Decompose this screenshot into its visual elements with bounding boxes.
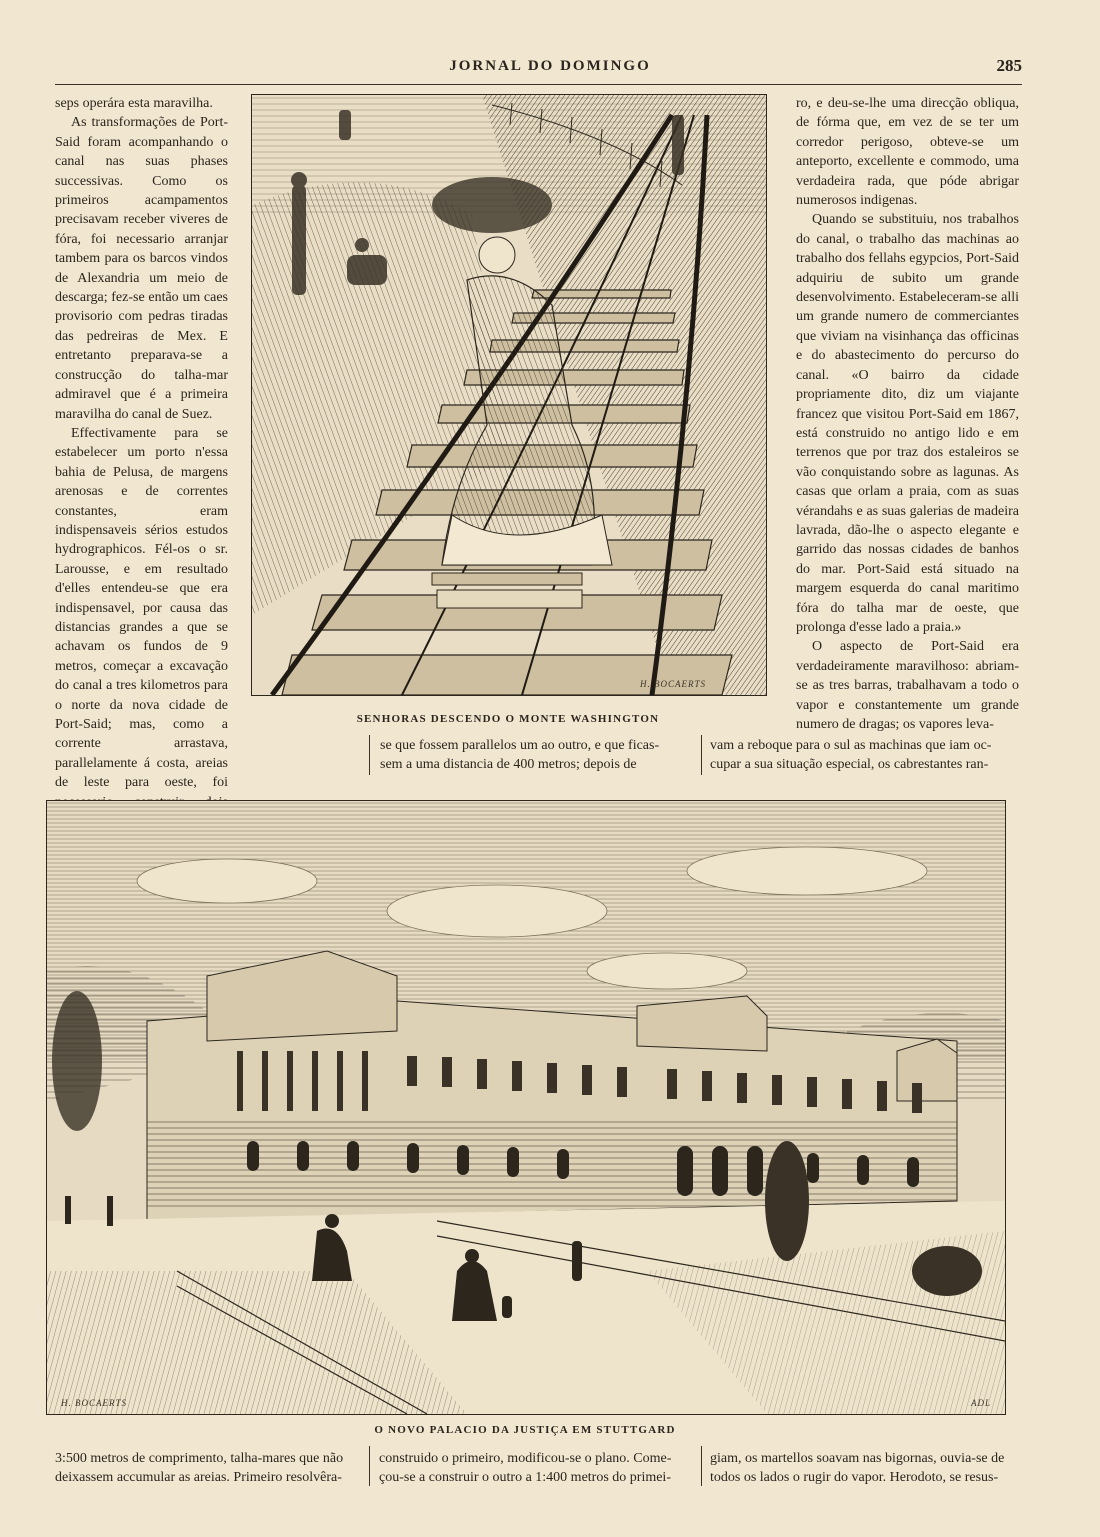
paragraph: seps operára esta maravilha. [55,96,213,111]
paragraph: O aspecto de Port-Said era verdadeiramente maravilhoso: abriam-se as tres barras, trabalhavam a todo o vapor e constantemente um grande numero de dragas; os vapores leva- [796,639,1019,732]
column-rule [369,1446,370,1486]
engraver-signature: H. BOCAERTS [61,1398,127,1408]
text-line: todos os lados o rugir do vapor. Herodoto, se resus- [710,1470,999,1486]
bottom-center-text [379,1449,693,1488]
text-line: construido o primeiro, modificou-se o plano. Come- [379,1451,672,1466]
mid-center-text [380,736,693,775]
text-line: se que fossem parallelos um ao outro, e que ficas- [380,738,660,753]
journal-title: JORNAL DO DOMINGO [449,58,651,74]
palace-illustration [47,801,1005,1414]
paragraph: As transformações de Port-Said foram acompanhando o canal nas suas phases successivas. Como os primeiros acampamentos precisavam receber viveres de fóra, foi necessario arranjar tambem para os barcos vindos de Alexandria um meio de descarga; fez-se então um caes provisorio com pedras tiradas das pedreiras de Mex. E entretanto preparava-se a construcção do talha-mar admiravel que é a primeira maravilha do canal de Suez. [55,115,228,422]
top-left-column [55,94,228,831]
text-line: sem a uma distancia de 400 metros; depois de [380,757,637,773]
engraving-palace-of-justice [46,800,1006,1415]
header-rule [55,84,1022,85]
engraver-signature: H. BOCAERTS [640,679,706,689]
engraving-mount-washington [251,94,767,696]
text-line: 3:500 metros de comprimento, talha-mares que não [55,1451,344,1466]
page-number: 285 [996,56,1022,75]
text-line: deixassem accumular as areias. Primeiro resolvêra- [55,1470,342,1486]
paragraph: ro, e deu-se-lhe uma direcção obliqua, de fórma que, em vez de se ter um corredor perigoso, obteve-se um anteporto, excellente e commodo, uma verdadeira rada, que póde abrigar numerosos indigenas. [796,96,1019,209]
paragraph: Effectivamente para se estabelecer um porto n'essa bahia de Pelusa, de margens arenosas e de correntes constantes, eram indispensaveis sérios estudos hydrographicos. Fél-os o sr. Larousse, e em resultado d'elles entendeu-se que era indispensavel, por causa das distancias grandes a que se achavam os fundos de 9 metros, começar a excavação do canal a tres kilometros para o norte da nova cidade de Port-Said; mas, como a corrente arrastava, parallelamente á costa, areias de leste para oeste, foi [55,425,228,791]
bottom-left-text [55,1449,361,1488]
column-rule [701,735,702,775]
column-rule [369,735,370,775]
text-line: çou-se a construir o outro a 1:400 metros do primei- [379,1470,671,1486]
mid-right-text [710,736,1019,775]
text-line: vam a reboque para o sul as machinas que iam oc- [710,738,992,753]
top-right-column [796,94,1019,734]
text-line: cupar a sua situação especial, os cabrestantes ran- [710,757,989,773]
paragraph: Quando se substituiu, nos trabalhos do canal, o trabalho das machinas ao trabalho dos fellahs egypcios, Port-Said adquiriu de subito um grande desenvolvimento. Estabeleceram-se alli um grande numero de commerciantes que viviam na visinhança das officinas e do abastecimento do percurso do canal. «O bairro da cidade propriamente dito, diz um viajante francez que visitou Port-Said em 1867, está construido no antigo lido e em terrenos que por traz dos estaleiros se vão conquistando sobre as lagunas. As casas que orlam a praia, com as suas vérandahs e as suas galerias de madeira lavrada, dão-lhe o aspecto elegante e garrido das nossas cidades de banhos do mar. Port-Said está situado na margem esquerda do canal maritimo fóra do talha mar de oeste, que prolonga d'esse lado a praia.» [796,212,1019,635]
railway-illustration [252,95,766,695]
bottom-right-text [710,1449,1019,1488]
column-rule [701,1446,702,1486]
caption-mount-washington: SENHORAS DESCENDO O MONTE WASHINGTON [356,713,660,725]
caption-palace-of-justice: O NOVO PALACIO DA JUSTIÇA EM STUTTGARD [374,1424,676,1436]
engraver-signature: ADL [970,1398,991,1408]
text-line: giam, os martellos soavam nas bigornas, ouvia-se de [710,1451,1005,1466]
